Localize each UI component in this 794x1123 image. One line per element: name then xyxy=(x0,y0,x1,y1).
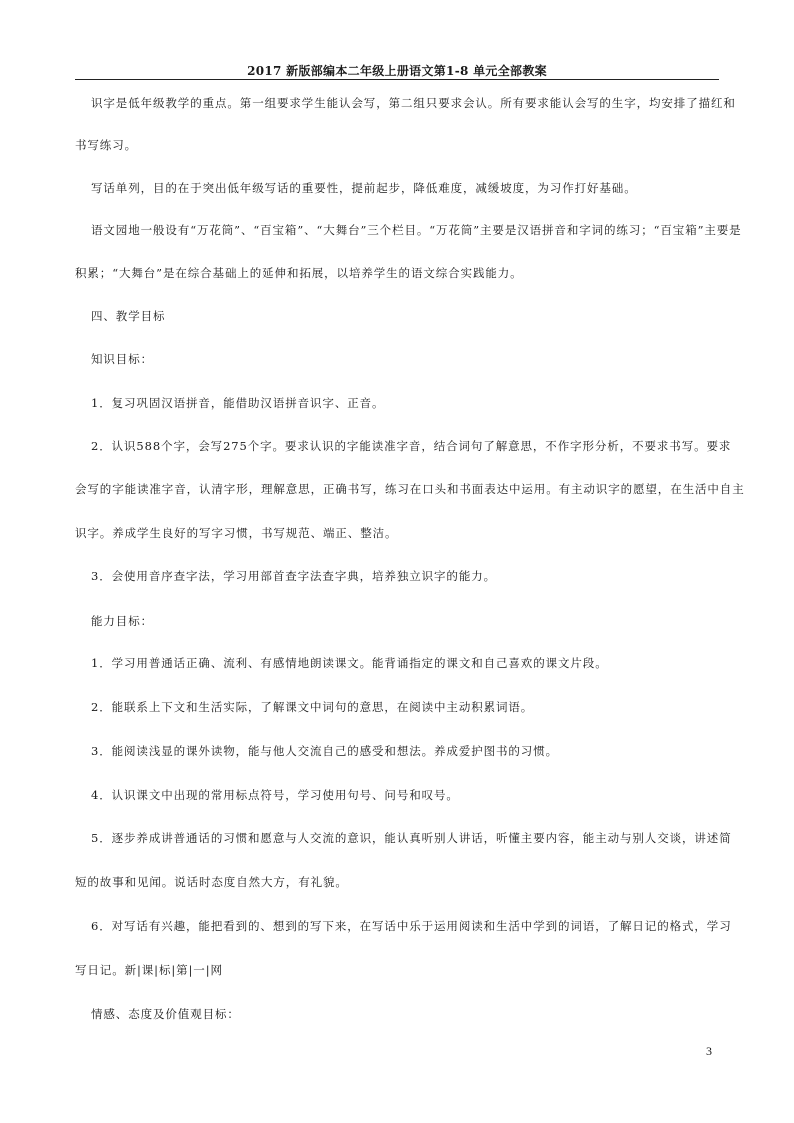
section-heading: 四、教学目标 xyxy=(91,309,166,323)
page-number: 3 xyxy=(706,1044,712,1058)
page-header-title: 2017 新版部编本二年级上册语文第1-8 单元全部教案 xyxy=(247,64,547,78)
subsection-heading: 情感、态度及价值观目标： xyxy=(91,1007,240,1021)
text-line: 识字是低年级教学的重点。第一组要求学生能认会写，第二组只要求会认。所有要求能认会写的生字，均安排了描红和 xyxy=(91,96,736,110)
text-line: 语文园地一般设有“万花筒”、“百宝箱”、“大舞台”三个栏目。“万花筒”主要是汉语拼音和字词的练习；“百宝箱”主要是 xyxy=(91,223,742,237)
text-line: 书写练习。 xyxy=(75,138,137,152)
subsection-heading: 能力目标： xyxy=(91,614,153,628)
text-line: 1．复习巩固汉语拼音，能借助汉语拼音识字、正音。 xyxy=(91,396,385,410)
text-line: 3．会使用音序查字法，学习用部首查字法查字典，培养独立识字的能力。 xyxy=(91,569,497,583)
text-line: 2．能联系上下文和生活实际，了解课文中词句的意思，在阅读中主动积累词语。 xyxy=(91,700,534,714)
header-divider xyxy=(75,79,719,80)
text-line: 2．认识588个字，会写275个字。要求认识的字能读准字音，结合词句了解意思，不作字形分析，不要求书写。要求 xyxy=(91,439,732,453)
text-line: 会写的字能读准字音，认清字形，理解意思，正确书写，练习在口头和书面表达中运用。有主动识字的愿望，在生活中自主 xyxy=(75,482,745,496)
text-line: 写话单列，目的在于突出低年级写话的重要性，提前起步，降低难度，减缓坡度，为习作打好基础。 xyxy=(91,181,637,195)
text-line: 6．对写话有兴趣，能把看到的、想到的写下来，在写话中乐于运用阅读和生活中学到的词语，了解日记的格式，学习 xyxy=(91,919,732,933)
text-line: 积累；“大舞台”是在综合基础上的延伸和拓展，以培养学生的语文综合实践能力。 xyxy=(75,266,523,280)
text-line: 识字。养成学生良好的写字习惯，书写规范、端正、整洁。 xyxy=(75,526,398,540)
text-line: 写日记。新|课|标|第|一|网 xyxy=(75,963,223,977)
text-line: 短的故事和见闻。说话时态度自然大方，有礼貌。 xyxy=(75,875,348,889)
text-line: 1．学习用普通话正确、流利、有感情地朗读课文。能背诵指定的课文和自己喜欢的课文片段。 xyxy=(91,656,608,670)
text-line: 3．能阅读浅显的课外读物，能与他人交流自己的感受和想法。养成爱护图书的习惯。 xyxy=(91,744,559,758)
text-line: 5．逐步养成讲普通话的习惯和愿意与人交流的意识，能认真听别人讲话，听懂主要内容，能主动与别人交谈，讲述简 xyxy=(91,831,732,845)
text-line: 4．认识课文中出现的常用标点符号，学习使用句号、问号和叹号。 xyxy=(91,788,459,802)
subsection-heading: 知识目标： xyxy=(91,352,153,366)
